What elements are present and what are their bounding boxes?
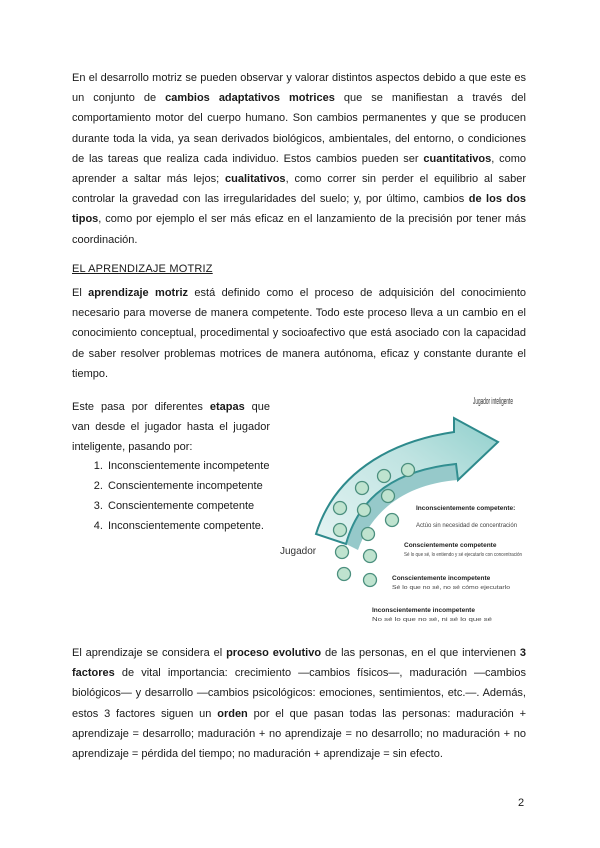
text-span: que van desde el jugador hasta el jugador inteligente, pasando por:: [72, 401, 270, 454]
section-heading: EL APRENDIZAJE MOTRIZ: [72, 263, 213, 275]
text-span: En el desarrollo motriz se pueden observar y valorar distintos aspectos debido a que este es un conjunto de: [72, 72, 526, 105]
page-number: 2: [518, 797, 525, 809]
text-span: está definido como el proceso de adquisición del conocimiento necesario para moverse de manera competente. Todo este proceso lleva a un cambio en el conocimiento conceptual, procedimental y socioafectivo que está asociado con la capacidad de saber resolver problemas motrices de manera autónoma, eficaz y constante durante el tiempo.: [72, 287, 526, 380]
text-span: de vital importancia: crecimiento —cambios físicos—, maduración —cambios biológicos— y desarrollo —cambios psicológicos: emociones, sentimientos, etc.—. Además, estos 3 factores siguen un: [72, 667, 526, 720]
bold-term: 3 factores: [72, 647, 526, 680]
bold-term: orden: [217, 707, 248, 720]
stage-3-desc: Sé lo que sé, lo entiendo y sé ejecutarlo con concentración: [404, 552, 522, 558]
stage-1-title: Inconscientemente incompetente: [372, 607, 475, 614]
stage-4-title: Inconscientemente competente:: [416, 505, 516, 512]
stage-2-title: Conscientemente incompetente: [392, 575, 491, 582]
text-span: Este pasa por diferentes: [72, 401, 210, 413]
start-label: Jugador: [280, 546, 317, 557]
stage-4-desc: Actúo sin necesidad de concentración: [416, 523, 518, 529]
text-span: de las personas, en el que intervienen: [321, 647, 520, 659]
paragraph-evolutionary-process: [72, 643, 526, 764]
bold-term: etapas: [209, 401, 245, 413]
stages-intro: [72, 397, 270, 458]
stage-1-desc: No sé lo que no sé, ni sé lo que sé: [372, 617, 492, 623]
bold-term: cambios adaptativos motrices: [165, 92, 335, 105]
learning-stages-diagram: [276, 384, 532, 624]
paragraph-motor-learning: [72, 283, 526, 384]
stages-list-item: 1. Inconscientemente incompetente: [106, 458, 270, 476]
text-span: , como correr sin perder el equilibrio al saber controlar la gravedad con las irregularidades del suelo; y, por último, cambios: [72, 173, 526, 206]
text-span: que se manifiestan a través del comportamiento motor del cuerpo humano. Son cambios permanentes y que se producen durante toda la vida, ya sean derivados biológicos, ambientales, del entorno, o condiciones de las tareas que realiza cada individuo. Estos cambios pueden ser: [72, 92, 526, 165]
bold-term: cualitativos: [225, 173, 286, 186]
text-span: , como por ejemplo el ser más eficaz en el lanzamiento de la precisión por tener más coordinación.: [72, 213, 526, 246]
end-label: Jugador inteligente: [473, 396, 513, 406]
stage-3-title: Conscientemente competente: [404, 542, 497, 549]
stages-list-item: 4. Inconscientemente competente.: [106, 518, 270, 536]
bold-term: aprendizaje motriz: [88, 287, 189, 299]
text-span: El: [72, 287, 89, 299]
text-span: El aprendizaje se considera el: [72, 647, 227, 659]
stages-list-item: 3. Conscientemente competente: [106, 498, 270, 516]
stages-column: [72, 397, 270, 538]
stages-list: [72, 458, 270, 536]
stages-list-item: 2. Conscientemente incompetente: [106, 478, 270, 496]
text-span: , como aprender a saltar más lejos;: [72, 152, 527, 186]
paragraph-motor-development: [72, 68, 526, 250]
bold-term: proceso evolutivo: [226, 647, 322, 659]
text-span: por el que pasan todas las personas: maduración + aprendizaje = desarrollo; maduración + no aprendizaje = no desarrollo; no maduración + no aprendizaje = pérdida del tiempo; no maduración + aprendizaje = sin efecto.: [72, 707, 526, 761]
bold-term: de los dos tipos: [72, 193, 526, 226]
stage-2-desc: Sé lo que no sé, no sé cómo ejecutarlo: [392, 585, 510, 591]
bold-term: cuantitativos: [423, 152, 492, 165]
